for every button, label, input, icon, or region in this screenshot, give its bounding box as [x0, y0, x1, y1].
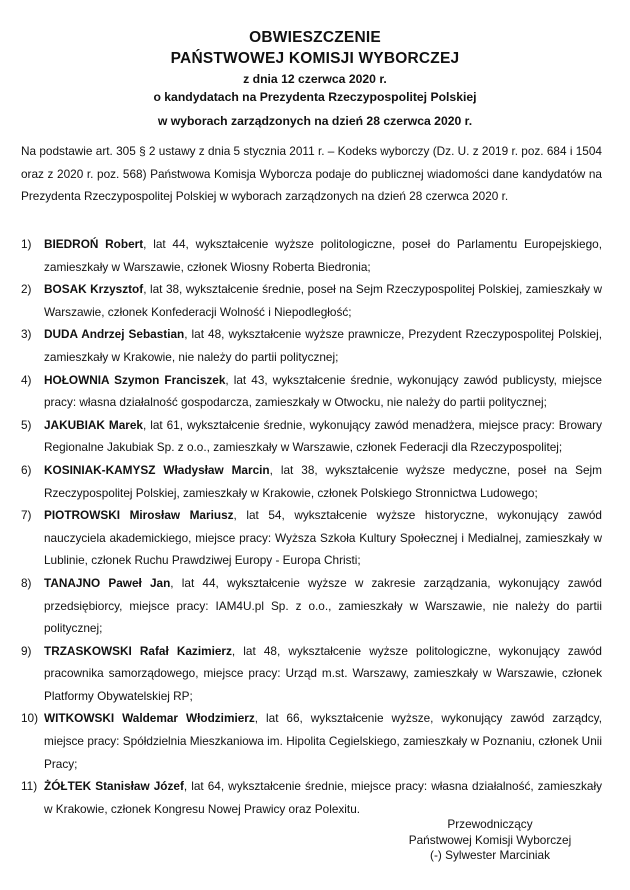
candidate-item — [21, 707, 602, 775]
signatory-name: (-) Sylwester Marciniak — [430, 848, 550, 862]
announcement-date: z dnia 12 czerwca 2020 r. — [243, 72, 387, 86]
candidate-item — [21, 233, 602, 278]
candidate-number: 6) — [21, 462, 32, 477]
candidate-details: , lat 66, wykształcenie wyższe, wykonujący zawód zarządcy, miejsce pracy: Spółdzielnia Mieszkaniowa im. Hipolita Cegielskiego, zamieszkały w Poznaniu, członek Unii Pracy; — [44, 711, 602, 771]
candidate-number: 10) — [21, 711, 39, 726]
intro-paragraph: Na podstawie art. 305 § 2 ustawy z dnia 5 stycznia 2011 r. – Kodeks wyborczy (Dz. U. z 2019 r. poz. 684 i 1504 oraz z 2020 r. poz. 568) Państwowa Komisja Wyborcza podaje do publicznej wiadomości dane kandydatów na Prezydenta Rzeczypospolitej Polskiej w wyborach zarządzonych na dzień 28 czerwca 2020 r. — [21, 144, 602, 203]
candidate-name: DUDA Andrzej Sebastian — [44, 327, 185, 342]
candidate-item — [21, 414, 602, 459]
candidate-number: 5) — [21, 417, 32, 432]
candidate-details: , lat 54, wykształcenie wyższe historyczne, wykonujący zawód nauczyciela akademickiego, miejsce pracy: Wyższa Szkoła Kultury Społecznej i Medialnej, zamieszkały w Lublinie, członek Ruchu Prawdziwej Europy - Europa Christi; — [44, 508, 602, 568]
candidate-name: ŻÓŁTEK Stanisław Józef — [44, 779, 184, 794]
candidate-item — [21, 640, 602, 708]
candidate-details: , lat 61, wykształcenie średnie, wykonujący zawód menadżera, miejsce pracy: Browary Regionalne Jakubiak Sp. z o.o., zamieszkały w Warszawie, członek Federacji dla Rzeczypospolitej; — [44, 417, 602, 455]
candidate-number: 4) — [21, 372, 32, 387]
candidate-details: , lat 38, wykształcenie wyższe medyczne, poseł na Sejm Rzeczypospolitej Polskiej, zamieszkały w Krakowie, członek Polskiego Stronnictwa Ludowego; — [44, 462, 602, 500]
candidate-name: TANAJNO Paweł Jan — [44, 575, 171, 590]
candidate-details: , lat 38, wykształcenie średnie, poseł na Sejm Rzeczypospolitej Polskiej, zamieszkały w Warszawie, członek Konfederacji Wolność i Niepodległość; — [44, 282, 602, 319]
election-date-line: w wyborach zarządzonych na dzień 28 czerwca 2020 r. — [157, 114, 473, 128]
candidate-item — [21, 504, 602, 572]
candidate-name: TRZASKOWSKI Rafał Kazimierz — [44, 643, 232, 658]
candidate-list — [21, 233, 602, 820]
signatory-role: Przewodniczący — [447, 817, 533, 831]
candidate-name: BIEDROŃ Robert — [44, 237, 144, 251]
candidate-item — [21, 775, 602, 820]
document-header — [0, 28, 630, 130]
candidate-name: BOSAK Krzysztof — [44, 282, 144, 297]
candidate-item — [21, 459, 602, 504]
document-title: OBWIESZCZENIE — [249, 29, 381, 46]
candidate-number: 9) — [21, 643, 32, 658]
candidate-number: 2) — [21, 282, 32, 297]
candidate-number: 11) — [21, 779, 38, 794]
candidate-item — [21, 572, 602, 640]
candidate-details: , lat 48, wykształcenie wyższe prawnicze, Prezydent Rzeczypospolitej Polskiej, zamieszkały w Krakowie, nie należy do partii politycznej; — [44, 327, 602, 364]
candidate-number: 8) — [21, 575, 32, 590]
candidate-name: PIOTROWSKI Mirosław Mariusz — [44, 508, 234, 523]
candidate-details: , lat 44, wykształcenie wyższe politologiczne, poseł do Parlamentu Europejskiego, zamieszkały w Warszawie, członek Wiosny Roberta Biedronia; — [44, 237, 602, 274]
candidate-details: , lat 64, wykształcenie średnie, miejsce pracy: własna działalność, zamieszkały w Krakowie, członek Kongresu Nowej Prawicy oraz Polexitu. — [44, 779, 602, 816]
announcement-subject: o kandydatach na Prezydenta Rzeczypospolitej Polskiej — [153, 90, 477, 104]
candidate-number: 1) — [21, 237, 32, 251]
candidate-name: JAKUBIAK Marek — [44, 417, 143, 432]
candidate-name: HOŁOWNIA Szymon Franciszek — [44, 372, 226, 387]
issuing-authority: PAŃSTWOWEJ KOMISJI WYBORCZEJ — [170, 50, 460, 67]
candidate-name: KOSINIAK-KAMYSZ Władysław Marcin — [44, 462, 270, 477]
candidate-name: WITKOWSKI Waldemar Włodzimierz — [44, 711, 255, 726]
candidate-item — [21, 278, 602, 323]
candidate-number: 7) — [21, 508, 32, 523]
candidate-details: , lat 48, wykształcenie wyższe politologiczne, wykonujący zawód pracownika samorządowego, miejsce pracy: Urząd m.st. Warszawy, zamieszkały w Warszawie, członek Platformy Obywatelskiej RP; — [44, 643, 602, 703]
candidate-details: , lat 44, wykształcenie wyższe w zakresie zarządzania, wykonujący zawód przedsiębiorcy, miejsce pracy: IAM4U.pl Sp. z o.o., zamieszkały w Warszawie, nie należy do partii politycznej; — [44, 575, 602, 636]
candidate-item — [21, 369, 602, 414]
signature-block — [400, 817, 580, 864]
candidate-number: 3) — [21, 327, 32, 342]
signatory-institution: Państwowej Komisji Wyborczej — [408, 832, 572, 847]
candidate-item — [21, 323, 602, 368]
candidate-details: , lat 43, wykształcenie średnie, wykonujący zawód publicysty, miejsce pracy: własna działalność gospodarcza, zamieszkały w Otwocku, nie należy do partii politycznej; — [44, 372, 602, 410]
